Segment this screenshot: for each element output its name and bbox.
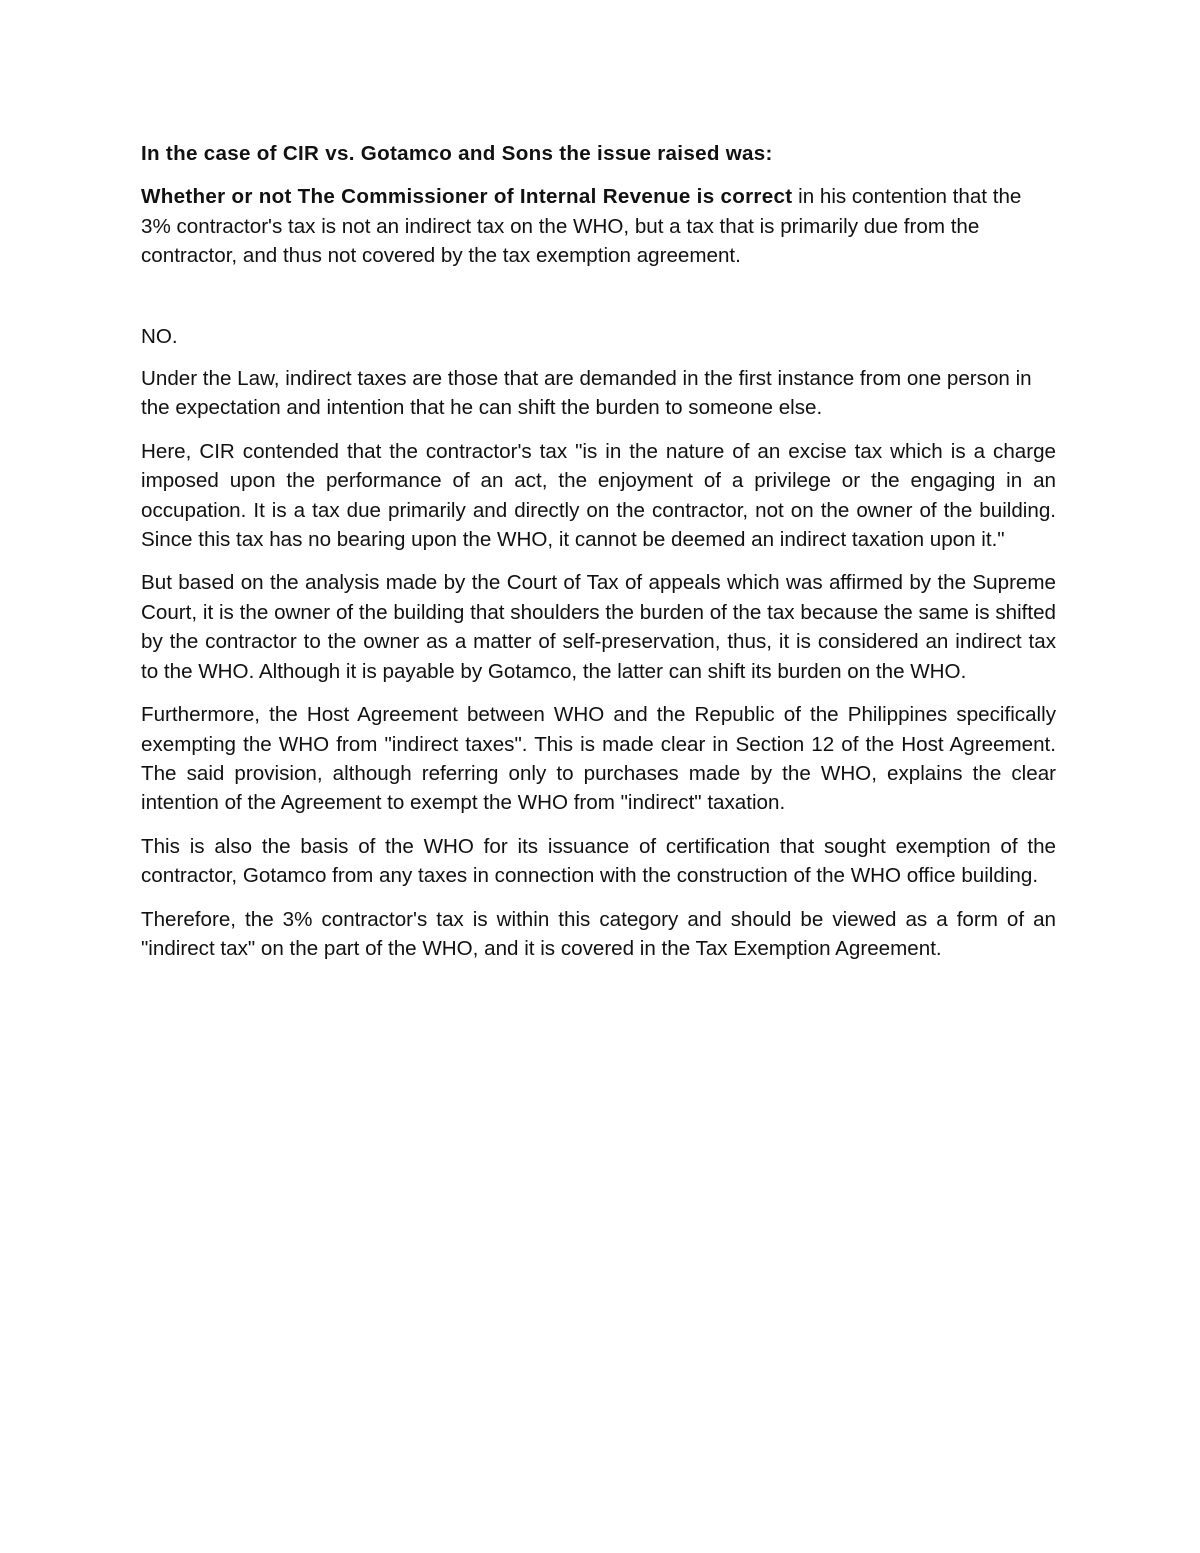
paragraph-law-definition: Under the Law, indirect taxes are those that are demanded in the first instance from one person in the expectation and intention that he can shift the burden to someone else. [141, 367, 1032, 420]
paragraph-certification: This is also the basis of the WHO for its issuance of certification that sought exemption of the contractor, Gotamco from any taxes in connection with the construction of the WHO office building. [141, 834, 1056, 888]
paragraph-host-agreement: Furthermore, the Host Agreement between WHO and the Republic of the Philippines specifically exempting the WHO from "indirect taxes". This is made clear in Section 12 of the Host Agreement. The said provision, although referring only to purchases made by the WHO, explains the clear intention of the Agreement to exempt the WHO from "indirect" taxation. [141, 703, 1056, 815]
paragraph-court-analysis: But based on the analysis made by the Court of Tax of appeals which was affirmed by the Supreme Court, it is the owner of the building that shoulders the burden of the tax because the same is shifted by the contractor to the owner as a matter of self-preservation, thus, it is considered an indirect tax to the WHO. Although it is payable by Gotamco, the latter can shift its burden on the WHO. [141, 571, 1056, 683]
issue-statement [141, 182, 1056, 270]
issue-statement-rest: in his contention that the 3% contractor's tax is not an indirect tax on the WHO, but a tax that is primarily due from the contractor, and thus not covered by the tax exemption agreement. [141, 185, 1022, 268]
answer: NO. [141, 324, 178, 348]
paragraph-conclusion: Therefore, the 3% contractor's tax is within this category and should be viewed as a form of an "indirect tax" on the part of the WHO, and it is covered in the Tax Exemption Agreement. [141, 907, 1056, 960]
issue-statement-bold: Whether or not The Commissioner of Internal Revenue is correct [141, 185, 793, 209]
paragraph-cir-contention: Here, CIR contended that the contractor's tax "is in the nature of an excise tax which is a charge imposed upon the performance of an act, the enjoyment of a privilege or the engaging in an occupation. It is a tax due primarily and directly on the contractor, not on the owner of the building. Since this tax has no bearing upon the WHO, it cannot be deemed an indirect taxation upon it." [141, 439, 1056, 552]
document-body [141, 139, 1056, 977]
case-heading: In the case of CIR vs. Gotamco and Sons the issue raised was: [141, 142, 773, 165]
